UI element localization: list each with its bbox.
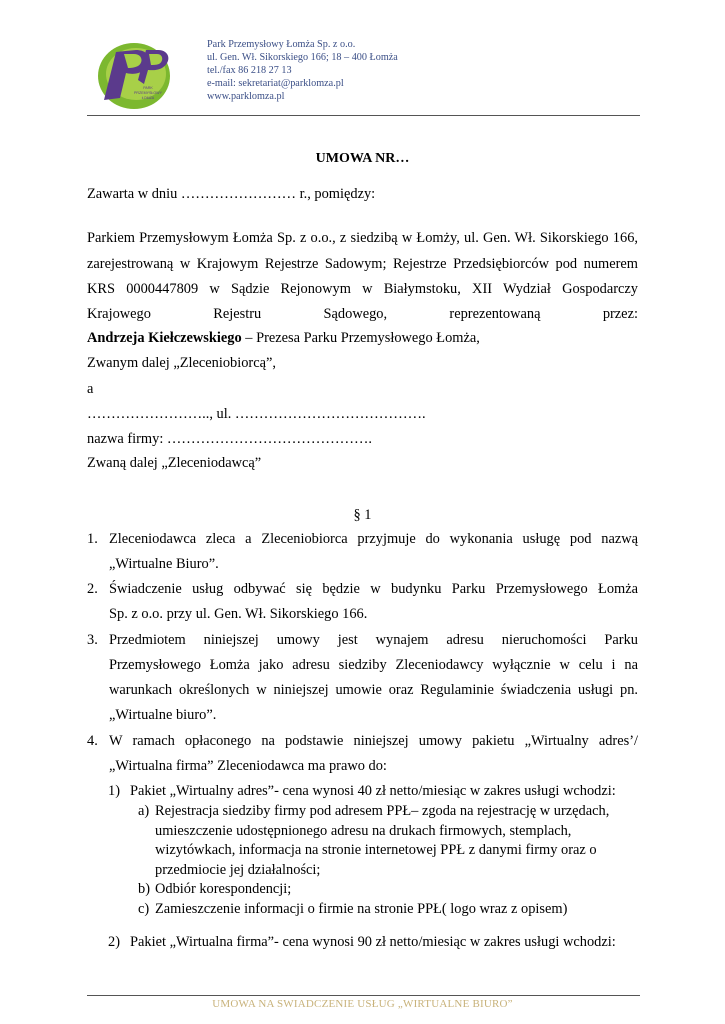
item-number: 3. bbox=[87, 632, 98, 648]
concluded-line: Zawarta w dniu …………………… r., pomiędzy: bbox=[87, 186, 376, 202]
subitem-a-line2: umieszczenie udostępnionego adresu na drukach firmowych, stemplach, bbox=[155, 823, 572, 839]
subitem-c-line1: Zamieszczenie informacji o firmie na stronie PPŁ( logo wraz z opisem) bbox=[155, 901, 568, 917]
company-email: e-mail: sekretariat@parklomza.pl bbox=[207, 78, 344, 89]
document-title: UMOWA NR… bbox=[315, 151, 410, 166]
subitem-letter: b) bbox=[138, 881, 150, 897]
item1-line1: Zleceniodawca zleca a Zleceniobiorca przyjmuje do wykonania usługę pod nazwą bbox=[109, 531, 638, 547]
party1-line4-word: reprezentowaną bbox=[449, 306, 541, 322]
package-number: 2) bbox=[108, 934, 120, 950]
subitem-letter: a) bbox=[138, 803, 150, 819]
company-address: ul. Gen. Wł. Sikorskiego 166; 18 – 400 Łomża bbox=[207, 52, 398, 63]
package1-text: Pakiet „Wirtualny adres”- cena wynosi 40 zł netto/miesiąc w zakres usługi wchodzi: bbox=[130, 783, 616, 799]
section-heading: § 1 bbox=[353, 507, 372, 523]
company-website: www.parklomza.pl bbox=[207, 91, 285, 102]
party2-company-name: nazwa firmy: ……………………………………. bbox=[87, 431, 372, 447]
company-logo bbox=[94, 40, 174, 112]
letterhead-contact bbox=[207, 38, 398, 103]
party1-line1: Parkiem Przemysłowym Łomża Sp. z o.o., z siedzibą w Łomży, ul. Gen. Wł. Sikorskiego 166, bbox=[87, 230, 638, 246]
item3-line1: Przedmiotem niniejszej umowy jest wynajem adresu nieruchomości Parku bbox=[109, 632, 638, 648]
subitem-a-line3: wizytówkach, informacja na stronie internetowej PPŁ z danymi firmy oraz o bbox=[155, 842, 597, 858]
company-phone: tel./fax 86 218 27 13 bbox=[207, 65, 292, 76]
party1-line3: KRS 0000447809 w Sądzie Rejonowym w Białymstoku, XII Wydział Gospodarczy bbox=[87, 281, 638, 297]
package-number: 1) bbox=[108, 783, 120, 799]
party1-line4 bbox=[87, 306, 638, 323]
subitem-b-line1: Odbiór korespondencji; bbox=[155, 881, 292, 897]
logo-text-lomza: ŁOMŻA bbox=[141, 96, 155, 100]
item1-line2: „Wirtualne Biuro”. bbox=[109, 556, 219, 572]
logo-text-przemyslowy: PRZEMYSŁOWY bbox=[134, 91, 162, 95]
item3-line3: warunkach określonych w niniejszej umowie oraz Regulaminie świadczenia usługi pn. bbox=[109, 682, 638, 698]
item2-line1: Świadczenie usług odbywać się będzie w budynku Parku Przemysłowego Łomża bbox=[109, 581, 638, 597]
party2-alias: Zwaną dalej „Zleceniodawcą” bbox=[87, 455, 262, 471]
item-number: 1. bbox=[87, 531, 98, 547]
header-divider bbox=[87, 115, 640, 116]
party1-line4-word: przez: bbox=[602, 306, 638, 322]
party1-line4-word: Sądowego, bbox=[323, 306, 388, 322]
party1-line4-word: Krajowego bbox=[87, 306, 151, 322]
footer-divider bbox=[87, 995, 640, 996]
representative-name: Andrzeja Kiełczewskiego bbox=[87, 330, 242, 346]
party1-alias: Zwanym dalej „Zleceniobiorcą”, bbox=[87, 355, 276, 371]
party1-line2: zarejestrowaną w Krajowym Rejestrze Sadowym; Rejestrze Przedsiębiorców pod numerem bbox=[87, 256, 638, 272]
party2-address: …………………….., ul. …………………………………. bbox=[87, 406, 426, 422]
subitem-a-line1: Rejestracja siedziby firmy pod adresem PPŁ– zgoda na rejestrację w urzędach, bbox=[155, 803, 610, 819]
representative-line bbox=[87, 330, 480, 347]
item4-line1: W ramach opłaconego na podstawie niniejszej umowy pakietu „Wirtualny adres’/ bbox=[109, 733, 638, 749]
party1-line4-word: Rejestru bbox=[213, 306, 262, 322]
item-number: 2. bbox=[87, 581, 98, 597]
company-name: Park Przemysłowy Łomża Sp. z o.o. bbox=[207, 39, 356, 50]
subitem-a-line4: przedmiocie jej działalności; bbox=[155, 862, 321, 878]
item4-line2: „Wirtualna firma” Zleceniodawca ma prawo do: bbox=[109, 758, 387, 774]
item2-line2: Sp. z o.o. przy ul. Gen. Wł. Sikorskiego 166. bbox=[109, 606, 368, 622]
logo-text-park: PARK bbox=[143, 86, 153, 90]
representative-role: – Prezesa Parku Przemysłowego Łomża, bbox=[241, 330, 480, 346]
package2-text: Pakiet „Wirtualna firma”- cena wynosi 90 zł netto/miesiąc w zakres usługi wchodzi: bbox=[130, 934, 616, 950]
item-number: 4. bbox=[87, 733, 98, 749]
item3-line4: „Wirtualne biuro”. bbox=[109, 707, 217, 723]
item3-line2: Przemysłowego Łomża jako adresu siedziby Zleceniodawcy wyłącznie w celu i na bbox=[109, 657, 638, 673]
and-word: a bbox=[87, 381, 94, 397]
subitem-letter: c) bbox=[138, 901, 150, 917]
page-footer: UMOWA NA SWIADCZENIE USŁUG „WIRTUALNE BIURO” bbox=[212, 998, 513, 1010]
